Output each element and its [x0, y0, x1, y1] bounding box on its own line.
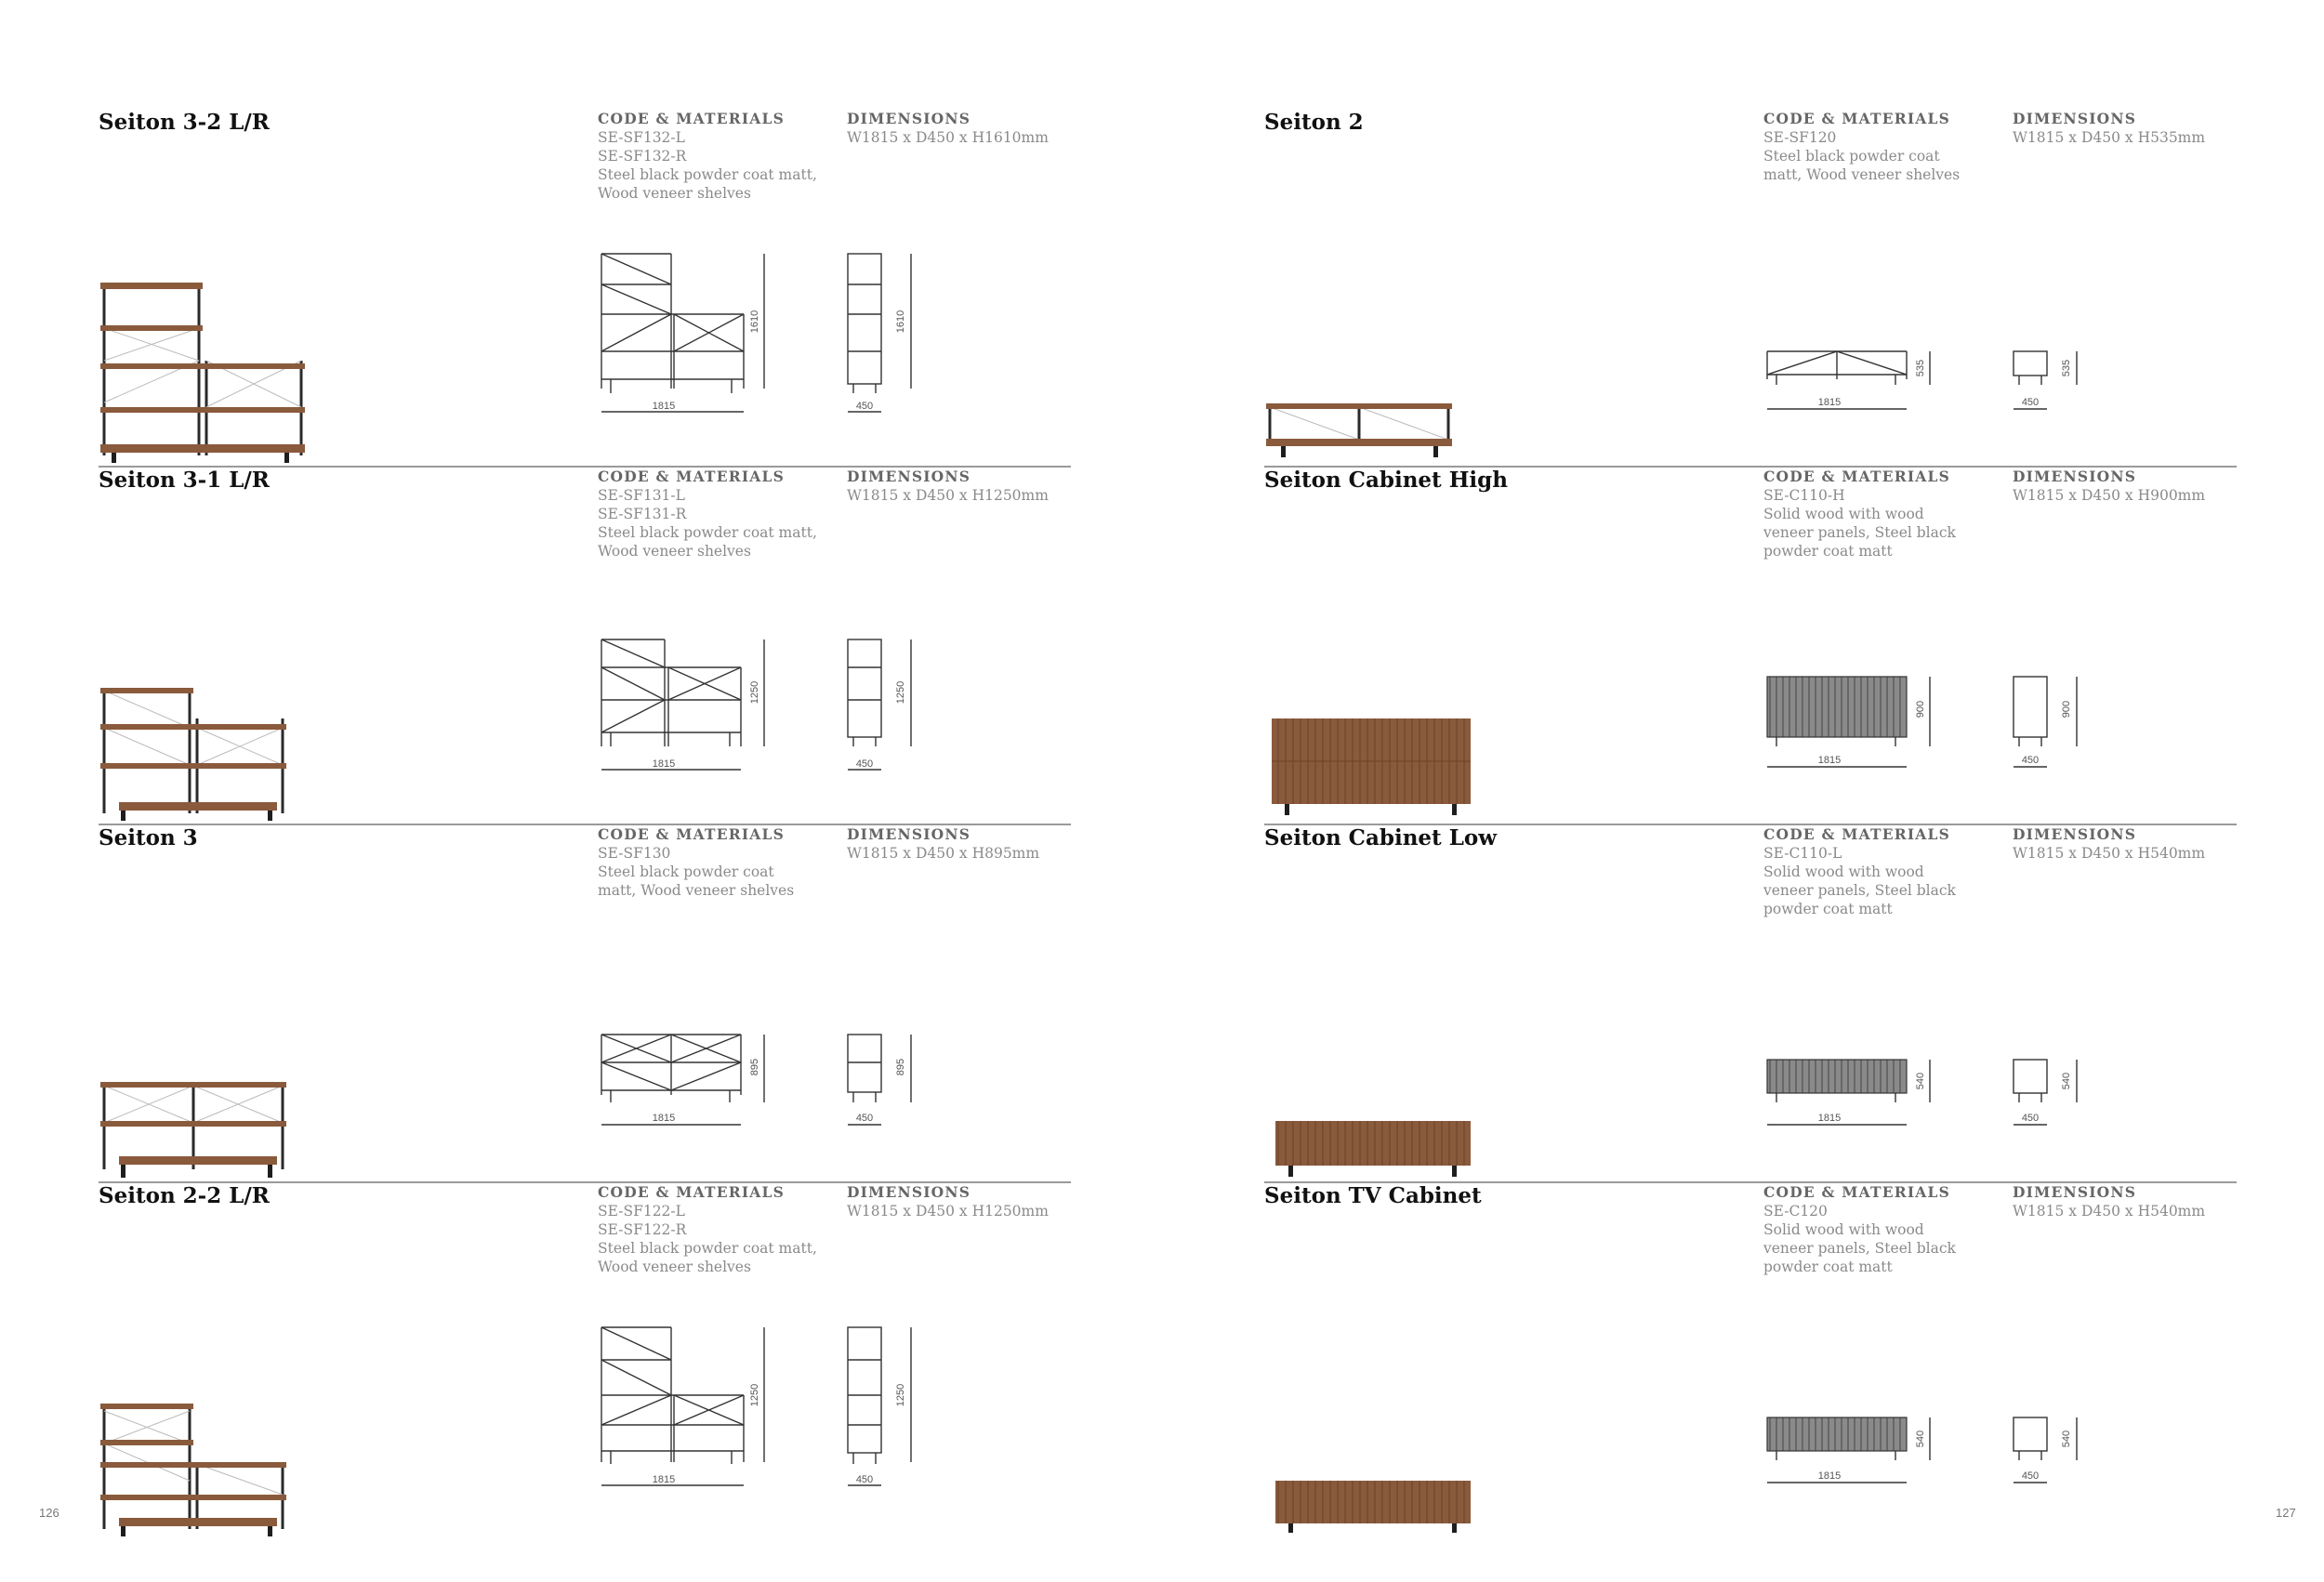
dimensions-label: DIMENSIONS [2013, 110, 2137, 127]
product-code: SE-SF132-R [598, 148, 687, 165]
dimensions-value: W1815 x D450 x H1610mm [847, 129, 1049, 146]
dimensions-column [2013, 1183, 2236, 1220]
code-materials-label: CODE & MATERIALS [598, 468, 786, 485]
material-line: Steel black powder coat matt, [598, 1240, 817, 1257]
product-seiton-3-2 [99, 110, 1071, 468]
front-elevation-drawing [592, 1285, 778, 1499]
product-title: Seiton Cabinet High [1264, 468, 1508, 493]
product-seiton-3-1 [99, 468, 1071, 825]
code-materials-label: CODE & MATERIALS [598, 110, 786, 127]
catalog-page-right [1162, 0, 2324, 1582]
depth-dimension-label: 450 [2021, 755, 2040, 766]
material-line: powder coat matt [1763, 901, 1893, 917]
product-code: SE-SF131-R [598, 506, 687, 522]
material-line: Steel black powder coat matt, [598, 524, 817, 541]
material-line: Solid wood with wood [1763, 864, 1924, 880]
side-elevation-drawing [2004, 212, 2106, 426]
height-dimension-label: 540 [2061, 1430, 2072, 1448]
dimensions-value: W1815 x D450 x H535mm [2013, 129, 2206, 146]
material-line: powder coat matt [1763, 1259, 1893, 1275]
product-code: SE-SF130 [598, 845, 671, 862]
width-dimension-label: 1815 [1817, 755, 1842, 766]
product-seiton-2-2 [99, 1183, 1071, 1490]
material-line: Steel black powder coat matt, [598, 166, 817, 183]
product-photo [1257, 900, 1517, 1179]
product-code: SE-C120 [1763, 1203, 1828, 1219]
product-code: SE-SF122-R [598, 1221, 687, 1238]
depth-dimension-label: 450 [855, 758, 874, 770]
dimensions-value: W1815 x D450 x H1250mm [847, 487, 1049, 504]
product-photo [91, 1258, 351, 1536]
code-materials-label: CODE & MATERIALS [1763, 468, 1951, 485]
material-line: Wood veneer shelves [598, 185, 751, 202]
product-photo [1257, 184, 1517, 463]
material-line: Solid wood with wood [1763, 1221, 1924, 1238]
code-materials-label: CODE & MATERIALS [1763, 1183, 1951, 1201]
product-seiton-cabinet-low [1264, 825, 2237, 1183]
side-elevation-drawing [838, 212, 941, 426]
height-dimension-label: 1250 [749, 680, 760, 705]
page-number: 126 [39, 1506, 59, 1520]
product-seiton-2 [1264, 110, 2237, 468]
dimensions-column [847, 468, 1070, 505]
height-dimension-label: 900 [1915, 700, 1926, 718]
material-line: veneer panels, Steel black [1763, 524, 1956, 541]
front-elevation-drawing [592, 570, 778, 784]
dimensions-value: W1815 x D450 x H1250mm [847, 1203, 1049, 1219]
dimensions-label: DIMENSIONS [2013, 825, 2137, 843]
width-dimension-label: 1815 [652, 1113, 676, 1124]
width-dimension-label: 1815 [1817, 1113, 1842, 1124]
depth-dimension-label: 450 [855, 1474, 874, 1485]
dimensions-column [847, 110, 1070, 147]
height-dimension-label: 1250 [895, 1383, 906, 1407]
code-materials-label: CODE & MATERIALS [1763, 825, 1951, 843]
product-photo [91, 900, 351, 1179]
depth-dimension-label: 450 [2021, 1113, 2040, 1124]
dimensions-value: W1815 x D450 x H895mm [847, 845, 1040, 862]
product-title: Seiton TV Cabinet [1264, 1183, 1482, 1208]
side-elevation-drawing [2004, 1285, 2106, 1499]
code-materials-column [1763, 468, 1987, 560]
product-photo [91, 184, 351, 463]
product-title: Seiton 2 [1264, 110, 1364, 135]
material-line: veneer panels, Steel black [1763, 882, 1956, 899]
product-title: Seiton Cabinet Low [1264, 825, 1498, 850]
product-photo [1257, 1258, 1517, 1536]
code-materials-column [598, 1183, 821, 1276]
product-photo [1257, 542, 1517, 821]
dimensions-column [847, 1183, 1070, 1220]
material-line: matt, Wood veneer shelves [1763, 166, 1961, 183]
code-materials-column [598, 110, 821, 203]
code-materials-label: CODE & MATERIALS [598, 1183, 786, 1201]
code-materials-column [598, 825, 821, 900]
material-line: veneer panels, Steel black [1763, 1240, 1956, 1257]
product-title: Seiton 2-2 L/R [99, 1183, 270, 1208]
height-dimension-label: 535 [2061, 359, 2072, 377]
height-dimension-label: 540 [1915, 1430, 1926, 1448]
height-dimension-label: 535 [1915, 359, 1926, 377]
product-photo [91, 542, 351, 821]
product-code: SE-SF122-L [598, 1203, 685, 1219]
dimensions-column [2013, 110, 2236, 147]
material-line: matt, Wood veneer shelves [598, 882, 795, 899]
dimensions-value: W1815 x D450 x H900mm [2013, 487, 2206, 504]
product-code: SE-C110-L [1763, 845, 1842, 862]
dimensions-value: W1815 x D450 x H540mm [2013, 845, 2206, 862]
dimensions-column [847, 825, 1070, 863]
dimensions-label: DIMENSIONS [2013, 468, 2137, 485]
code-materials-column [1763, 1183, 1987, 1276]
height-dimension-label: 1250 [749, 1383, 760, 1407]
side-elevation-drawing [2004, 570, 2106, 784]
material-line: Steel black powder coat [598, 864, 774, 880]
side-elevation-drawing [838, 570, 941, 784]
depth-dimension-label: 450 [855, 401, 874, 412]
dimensions-label: DIMENSIONS [847, 1183, 971, 1201]
height-dimension-label: 540 [1915, 1072, 1926, 1090]
material-line: powder coat matt [1763, 543, 1893, 560]
product-code: SE-SF120 [1763, 129, 1837, 146]
code-materials-column [1763, 825, 1987, 918]
dimensions-column [2013, 468, 2236, 505]
height-dimension-label: 1250 [895, 680, 906, 705]
width-dimension-label: 1815 [1817, 397, 1842, 408]
product-title: Seiton 3-1 L/R [99, 468, 270, 493]
front-elevation-drawing [592, 212, 778, 426]
front-elevation-drawing [1758, 212, 1944, 426]
dimensions-label: DIMENSIONS [847, 468, 971, 485]
code-materials-label: CODE & MATERIALS [598, 825, 786, 843]
front-elevation-drawing [1758, 928, 1944, 1141]
front-elevation-drawing [1758, 1285, 1944, 1499]
code-materials-column [598, 468, 821, 560]
width-dimension-label: 1815 [652, 401, 676, 412]
side-elevation-drawing [838, 1285, 941, 1499]
height-dimension-label: 900 [2061, 700, 2072, 718]
product-title: Seiton 3 [99, 825, 198, 850]
code-materials-column [1763, 110, 1987, 184]
width-dimension-label: 1815 [652, 758, 676, 770]
product-code: SE-SF131-L [598, 487, 685, 504]
product-code: SE-SF132-L [598, 129, 685, 146]
code-materials-label: CODE & MATERIALS [1763, 110, 1951, 127]
side-elevation-drawing [2004, 928, 2106, 1141]
height-dimension-label: 540 [2061, 1072, 2072, 1090]
height-dimension-label: 1610 [895, 310, 906, 334]
product-seiton-3 [99, 825, 1071, 1183]
material-line: Wood veneer shelves [598, 543, 751, 560]
front-elevation-drawing [1758, 570, 1944, 784]
dimensions-label: DIMENSIONS [847, 825, 971, 843]
depth-dimension-label: 450 [2021, 397, 2040, 408]
width-dimension-label: 1815 [1817, 1470, 1842, 1482]
height-dimension-label: 895 [895, 1058, 906, 1076]
material-line: Wood veneer shelves [598, 1259, 751, 1275]
page-number: 127 [2276, 1506, 2296, 1520]
height-dimension-label: 1610 [749, 310, 760, 334]
depth-dimension-label: 450 [2021, 1470, 2040, 1482]
side-elevation-drawing [838, 928, 941, 1141]
material-line: Steel black powder coat [1763, 148, 1940, 165]
dimensions-label: DIMENSIONS [2013, 1183, 2137, 1201]
product-seiton-cabinet-high [1264, 468, 2237, 825]
width-dimension-label: 1815 [652, 1474, 676, 1485]
height-dimension-label: 895 [749, 1058, 760, 1076]
front-elevation-drawing [592, 928, 778, 1141]
product-code: SE-C110-H [1763, 487, 1845, 504]
dimensions-label: DIMENSIONS [847, 110, 971, 127]
material-line: Solid wood with wood [1763, 506, 1924, 522]
dimensions-value: W1815 x D450 x H540mm [2013, 1203, 2206, 1219]
product-title: Seiton 3-2 L/R [99, 110, 270, 135]
product-seiton-tv-cabinet [1264, 1183, 2237, 1490]
depth-dimension-label: 450 [855, 1113, 874, 1124]
dimensions-column [2013, 825, 2236, 863]
